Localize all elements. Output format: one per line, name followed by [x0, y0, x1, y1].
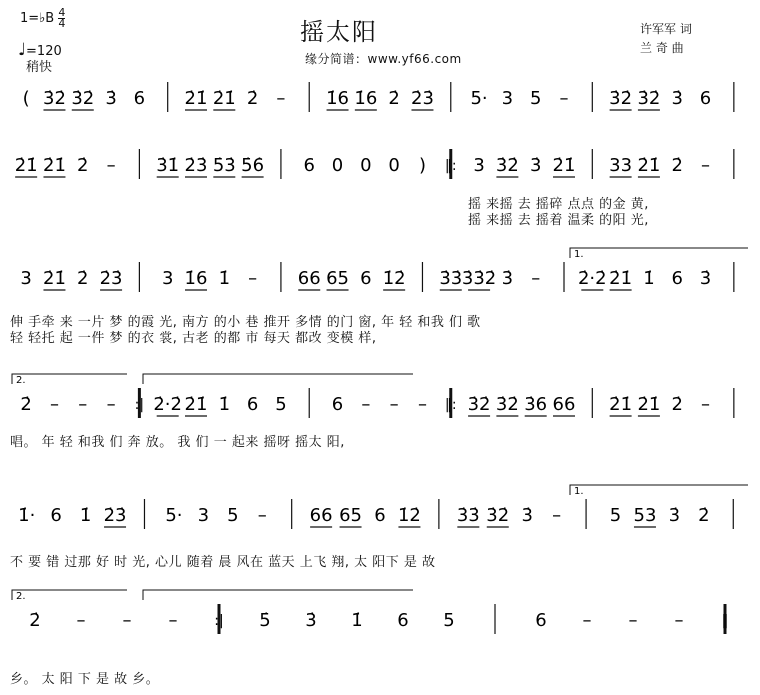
lyric-line: 唱。 年 轻 和我 们 奔 放。 我 们 一 起来 摇呀 摇太 阳, [10, 435, 345, 450]
repeat-mark: ‖: [444, 397, 457, 413]
note: 1̇6 [184, 268, 208, 289]
note: 3 [473, 155, 485, 176]
note: 0 [331, 155, 344, 176]
note: 6 [360, 268, 372, 289]
note: 3̇3̇ [456, 505, 480, 526]
lyric-line: 轻 轻托 起 一件 梦 的衣 裳, 古老 的都 市 每天 都改 变模 样, [10, 331, 377, 346]
notation-row [0, 249, 760, 318]
note: 1̇ [218, 394, 231, 415]
note: 2̇3̇ [411, 88, 434, 109]
key-label: 1=♭B [20, 11, 55, 26]
note: 2̇ [246, 88, 259, 109]
note: 2̇·2̇ [153, 394, 183, 415]
note: – [582, 610, 592, 631]
note: – [276, 88, 286, 109]
note: 65 [339, 505, 363, 526]
note: 2̇1̇ [212, 88, 236, 109]
note: 2̇1̇ [552, 155, 576, 176]
note: 2̇1̇ [609, 268, 633, 289]
note: 3̇ [671, 88, 683, 109]
note: – [257, 505, 267, 526]
source-credit: 缘分简谱：www.yf66.com [305, 52, 462, 66]
lyric-line: 不 要 错 过那 好 时 光, 心儿 随着 晨 风在 蓝天 上飞 翔, 太 阳下 是 故 [10, 555, 436, 570]
notation-svg [0, 486, 760, 555]
note: 2̇3̇ [103, 505, 127, 526]
notation-row [0, 486, 760, 555]
volta-bracket [570, 485, 748, 495]
note: 3 [501, 88, 514, 109]
song-title: 摇太阳 [300, 18, 378, 46]
note: 3̇ [668, 505, 681, 526]
note: 3̇ [501, 268, 514, 289]
note: 3̇ [521, 505, 533, 526]
note: 1̇ [218, 268, 231, 289]
repeat-mark: :| [134, 397, 145, 413]
note: 3̇2̇ [467, 394, 491, 415]
notation-svg [0, 249, 760, 318]
note: 2̇ [671, 394, 683, 415]
note: – [628, 610, 638, 631]
note: 65 [326, 268, 349, 289]
note: 5̇ [259, 610, 271, 631]
notation-svg [0, 591, 760, 660]
note: 2̇ [671, 155, 683, 176]
note: 2̇1̇ [637, 155, 661, 176]
time-signature [58, 8, 65, 29]
note: 3̇2̇ [43, 88, 66, 109]
note: 2̇3̇ [99, 268, 123, 289]
note: 33 [609, 155, 633, 176]
note: 3̇ [699, 268, 712, 289]
note: 3̇3̇ [439, 268, 463, 289]
note: 5 [227, 505, 239, 526]
note: 3̇6 [524, 394, 548, 415]
note: 5 [529, 88, 542, 109]
lyric-line: 乡。 太 阳 下 是 故 乡。 [10, 672, 160, 687]
note: 6 [133, 88, 146, 109]
note: 6 [397, 610, 409, 631]
note: 2̇·2̇ [577, 268, 607, 289]
note: 6 [671, 268, 683, 289]
note: – [417, 394, 427, 415]
note: 0 [360, 155, 372, 176]
time-denominator: 4 [58, 17, 66, 30]
note: 1̇6 [326, 88, 349, 109]
quarter-note-icon: ♩ [18, 40, 27, 60]
volta-bracket [143, 374, 413, 384]
notation-row [0, 78, 760, 138]
note: 5 [443, 610, 455, 631]
note: 2̇ [77, 268, 89, 289]
note: 3̇2̇ [637, 88, 661, 109]
note: 2̇1̇ [637, 394, 661, 415]
note: 2̇ [698, 505, 710, 526]
credits [640, 20, 692, 58]
key-signature [20, 8, 65, 29]
note: 6 [303, 155, 315, 176]
note: 2̇ [77, 155, 89, 176]
note: – [106, 155, 116, 176]
note: 5̇6̇ [241, 155, 265, 176]
notation-row [0, 591, 760, 660]
volta-number: 2. [16, 591, 26, 602]
composer-credit: 兰 奇 曲 [640, 41, 684, 55]
note: – [701, 155, 711, 176]
note: – [49, 394, 59, 415]
note: 2̇1̇ [609, 394, 633, 415]
note: – [106, 394, 116, 415]
volta-bracket [12, 374, 127, 384]
volta-number: 1. [574, 249, 584, 260]
note: – [122, 610, 132, 631]
note: 66 [309, 505, 333, 526]
note: 6 [331, 394, 344, 415]
note: 2̇1̇ [184, 394, 208, 415]
note: 3̇1̇ [156, 155, 180, 176]
volta-bracket [143, 590, 413, 600]
note: – [389, 394, 399, 415]
lyric-line: 伸 手牵 来 一片 梦 的霞 光, 南方 的小 巷 推开 多情 的门 窗, 年 轻 和我 们 歌 [10, 315, 481, 330]
note: 3̇3̇2̇ [461, 268, 497, 289]
note: 5· [165, 505, 183, 526]
note: 6 [246, 394, 259, 415]
note: 1̇2̇ [397, 505, 421, 526]
note: 2̇ [29, 610, 41, 631]
repeat-mark: ‖ [721, 613, 729, 629]
speed-marking: 稍快 [26, 60, 53, 75]
note: 3 [161, 268, 174, 289]
note: 6 [699, 88, 712, 109]
note: 5̇3̇ [212, 155, 236, 176]
note: 3̇2̇ [495, 394, 519, 415]
note: 3̇2̇ [71, 88, 95, 109]
note: 2̇1̇ [43, 268, 66, 289]
note: 6 [535, 610, 547, 631]
note: 2̇1̇ [184, 88, 208, 109]
volta-number: 1. [574, 486, 584, 497]
note: – [674, 610, 684, 631]
note: ) [418, 155, 426, 176]
note: 3̇ [529, 155, 542, 176]
note: 1̇· [18, 505, 36, 526]
note: – [552, 505, 562, 526]
note: 2̇ [20, 394, 32, 415]
note: – [78, 394, 88, 415]
volta-number: 2. [16, 375, 26, 386]
note: – [248, 268, 258, 289]
note: 1̇2̇ [382, 268, 406, 289]
lyricist-credit: 许军军 词 [640, 22, 692, 36]
note: – [531, 268, 541, 289]
lyric-line: 摇 来摇 去 摇着 温柔 的阳 光, [468, 213, 649, 228]
note: – [559, 88, 569, 109]
note: 3̇ [105, 88, 117, 109]
note: 66 [297, 268, 321, 289]
note: 0 [388, 155, 400, 176]
note: 3̇ [305, 610, 317, 631]
note: 66 [552, 394, 576, 415]
note: 6 [374, 505, 386, 526]
volta-bracket [570, 248, 748, 258]
note: 2̇1̇ [14, 155, 38, 176]
note: 3̇2̇ [486, 505, 510, 526]
note: ( [22, 88, 30, 109]
note: – [361, 394, 371, 415]
note: 3 [197, 505, 210, 526]
repeat-mark: ‖: [444, 158, 457, 174]
tempo-value: =120 [26, 44, 62, 59]
repeat-mark: :| [214, 613, 224, 629]
note: 3̇2̇ [495, 155, 519, 176]
note: 2̇ [388, 88, 400, 109]
note: 53 [633, 505, 657, 526]
note: 6 [50, 505, 62, 526]
note: 1̇ [351, 610, 363, 631]
note: – [76, 610, 86, 631]
note: 5 [275, 394, 287, 415]
volta-bracket [12, 590, 127, 600]
note: 2̇1̇ [43, 155, 66, 176]
note: 2̇3̇ [184, 155, 208, 176]
notation-svg [0, 78, 760, 138]
note: 1̇ [79, 505, 92, 526]
note: 5 [609, 505, 622, 526]
note: 3 [20, 268, 32, 289]
note: 5· [470, 88, 488, 109]
time-numerator: 4 [58, 6, 66, 19]
note: 3̇2̇ [609, 88, 633, 109]
lyric-line: 摇 来摇 去 摇碎 点点 的金 黄, [468, 197, 649, 212]
note: 1̇6 [354, 88, 378, 109]
note: – [168, 610, 178, 631]
note: 1̇ [643, 268, 655, 289]
note: – [701, 394, 711, 415]
